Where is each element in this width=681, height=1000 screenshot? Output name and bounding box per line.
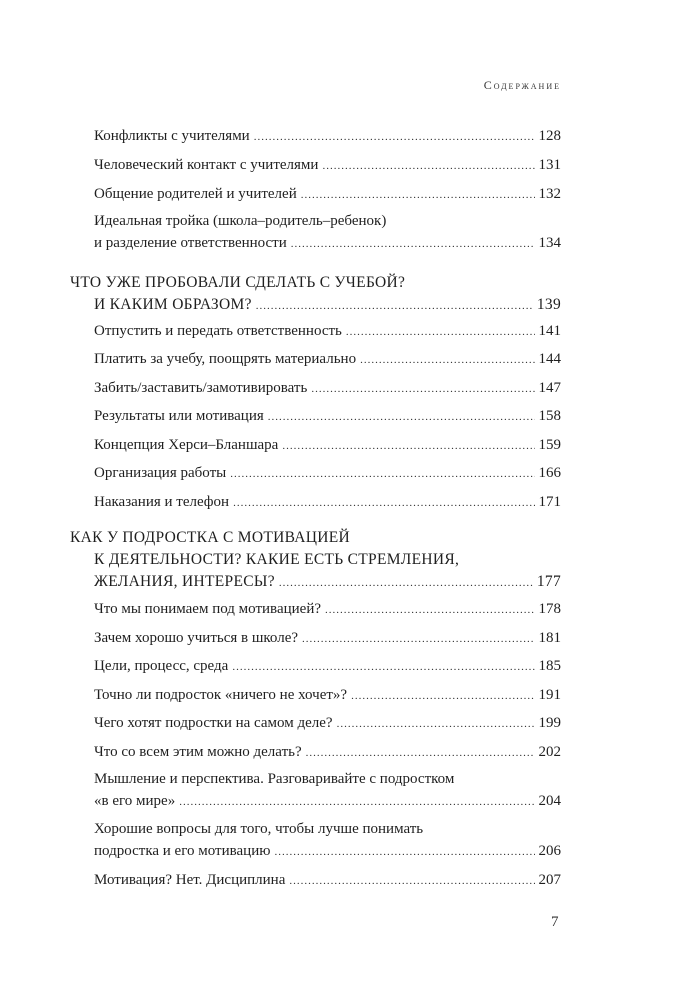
leader-dots	[232, 656, 534, 678]
leader-dots	[306, 742, 535, 764]
leader-dots	[179, 791, 534, 813]
toc-section[interactable]	[70, 527, 561, 594]
toc-entry-title: Организация работы	[94, 465, 227, 481]
toc-entry-title: Точно ли подросток «ничего не хочет»?	[94, 687, 348, 703]
toc-entry-title: Цели, процесс, среда	[94, 658, 229, 674]
toc-entry-page: 204	[538, 793, 561, 809]
leader-dots	[351, 685, 534, 707]
leader-dots	[322, 155, 534, 177]
toc-entry-title: Концепция Херси–Бланшара	[94, 437, 279, 453]
leader-dots	[274, 841, 534, 863]
toc-entry-title: Чего хотят подростки на самом деле?	[94, 715, 333, 731]
toc-entry-title: Человеческий контакт с учителями	[94, 157, 319, 173]
toc-entry-page: 144	[538, 351, 561, 367]
toc-entry-page: 171	[538, 494, 561, 510]
toc-section-page: 139	[536, 296, 561, 313]
toc-section-title: КАК У ПОДРОСТКА С МОТИВАЦИЕЙ	[70, 529, 351, 546]
toc-entry-page: 134	[538, 235, 561, 251]
toc-entry[interactable]	[94, 154, 561, 177]
toc-entry[interactable]	[94, 491, 561, 514]
toc-entry[interactable]	[94, 768, 561, 813]
toc-entry-title: Мышление и перспектива. Разговаривайте с подростком	[94, 771, 455, 787]
leader-dots	[302, 628, 534, 650]
toc-section-title: ЧТО УЖЕ ПРОБОВАЛИ СДЕЛАТЬ С УЧЕБОЙ?	[70, 274, 406, 291]
toc-entry[interactable]	[94, 183, 561, 206]
toc-entry-page: 178	[538, 601, 561, 617]
toc-entry-title: Мотивация? Нет. Дисциплина	[94, 872, 286, 888]
leader-dots	[254, 126, 535, 148]
toc-entry-title: Зачем хорошо учиться в школе?	[94, 630, 299, 646]
toc-entry-page: 181	[538, 630, 561, 646]
leader-dots	[360, 349, 534, 371]
toc-section-title-cont: ЖЕЛАНИЯ, ИНТЕРЕСЫ?	[94, 573, 275, 590]
leader-dots	[268, 406, 535, 428]
page-number: 7	[551, 914, 559, 930]
toc-entry[interactable]	[94, 434, 561, 457]
toc-entry[interactable]	[94, 818, 561, 863]
toc-entry-title: Платить за учебу, поощрять материально	[94, 351, 357, 367]
toc-entry-page: 191	[538, 687, 561, 703]
toc-section-page: 177	[536, 573, 561, 590]
leader-dots	[256, 295, 533, 317]
toc-entry-page: 147	[538, 380, 561, 396]
toc-entry[interactable]	[94, 741, 561, 764]
toc-entry[interactable]	[94, 405, 561, 428]
toc-entry-page: 141	[538, 323, 561, 339]
toc-entry[interactable]	[94, 348, 561, 371]
toc-entry[interactable]	[94, 869, 561, 892]
toc-entry-title: Результаты или мотивация	[94, 408, 264, 424]
toc-entry[interactable]	[94, 627, 561, 650]
toc-entry[interactable]	[94, 377, 561, 400]
toc-entry-title: Что со всем этим можно делать?	[94, 744, 302, 760]
toc-entry-page: 199	[538, 715, 561, 731]
toc-section[interactable]	[70, 272, 561, 317]
leader-dots	[325, 599, 535, 621]
toc-entry-title: Идеальная тройка (школа–родитель–ребенок)	[94, 213, 387, 229]
toc-entry-title: Наказания и телефон	[94, 494, 230, 510]
toc-entry-title: Общение родителей и учителей	[94, 186, 297, 202]
leader-dots	[301, 184, 535, 206]
toc-entry-page: 159	[538, 437, 561, 453]
toc-entry-page: 166	[538, 465, 561, 481]
toc-entry[interactable]	[94, 655, 561, 678]
toc-section-title-cont: И КАКИМ ОБРАЗОМ?	[94, 296, 252, 313]
running-head: Содержание	[483, 78, 561, 92]
leader-dots	[289, 870, 534, 892]
leader-dots	[233, 492, 534, 514]
toc-entry[interactable]	[94, 462, 561, 485]
leader-dots	[230, 463, 534, 485]
toc-entry-title-cont: и разделение ответственности	[94, 235, 287, 251]
toc-entry[interactable]	[94, 125, 561, 148]
leader-dots	[279, 572, 533, 594]
toc-entry-page: 131	[538, 157, 561, 173]
toc-entry-title: Что мы понимаем под мотивацией?	[94, 601, 321, 617]
toc-entry-title-cont: подростка и его мотивацию	[94, 843, 271, 859]
toc-section-title-cont: К ДЕЯТЕЛЬНОСТИ? КАКИЕ ЕСТЬ СТРЕМЛЕНИЯ,	[94, 551, 460, 568]
toc-entry-page: 158	[538, 408, 561, 424]
toc-entry[interactable]	[94, 684, 561, 707]
toc-entry-page: 206	[538, 843, 561, 859]
leader-dots	[346, 321, 535, 343]
toc-entry[interactable]	[94, 598, 561, 621]
toc-entry[interactable]	[94, 210, 561, 255]
toc-entry-title: Забить/заставить/замотивировать	[94, 380, 308, 396]
toc-entry-page: 207	[538, 872, 561, 888]
toc-entry-page: 202	[538, 744, 561, 760]
toc-entry-title: Хорошие вопросы для того, чтобы лучше понимать	[94, 821, 424, 837]
toc-entry[interactable]	[94, 320, 561, 343]
toc-entry[interactable]	[94, 712, 561, 735]
toc-entry-title: Отпустить и передать ответственность	[94, 323, 342, 339]
toc-entry-page: 132	[538, 186, 561, 202]
leader-dots	[337, 713, 535, 735]
leader-dots	[291, 233, 535, 255]
toc-entry-title: Конфликты с учителями	[94, 128, 250, 144]
leader-dots	[282, 435, 534, 457]
toc-entry-page: 128	[538, 128, 561, 144]
leader-dots	[311, 378, 534, 400]
toc-entry-page: 185	[538, 658, 561, 674]
toc-entry-title-cont: «в его мире»	[94, 793, 176, 809]
